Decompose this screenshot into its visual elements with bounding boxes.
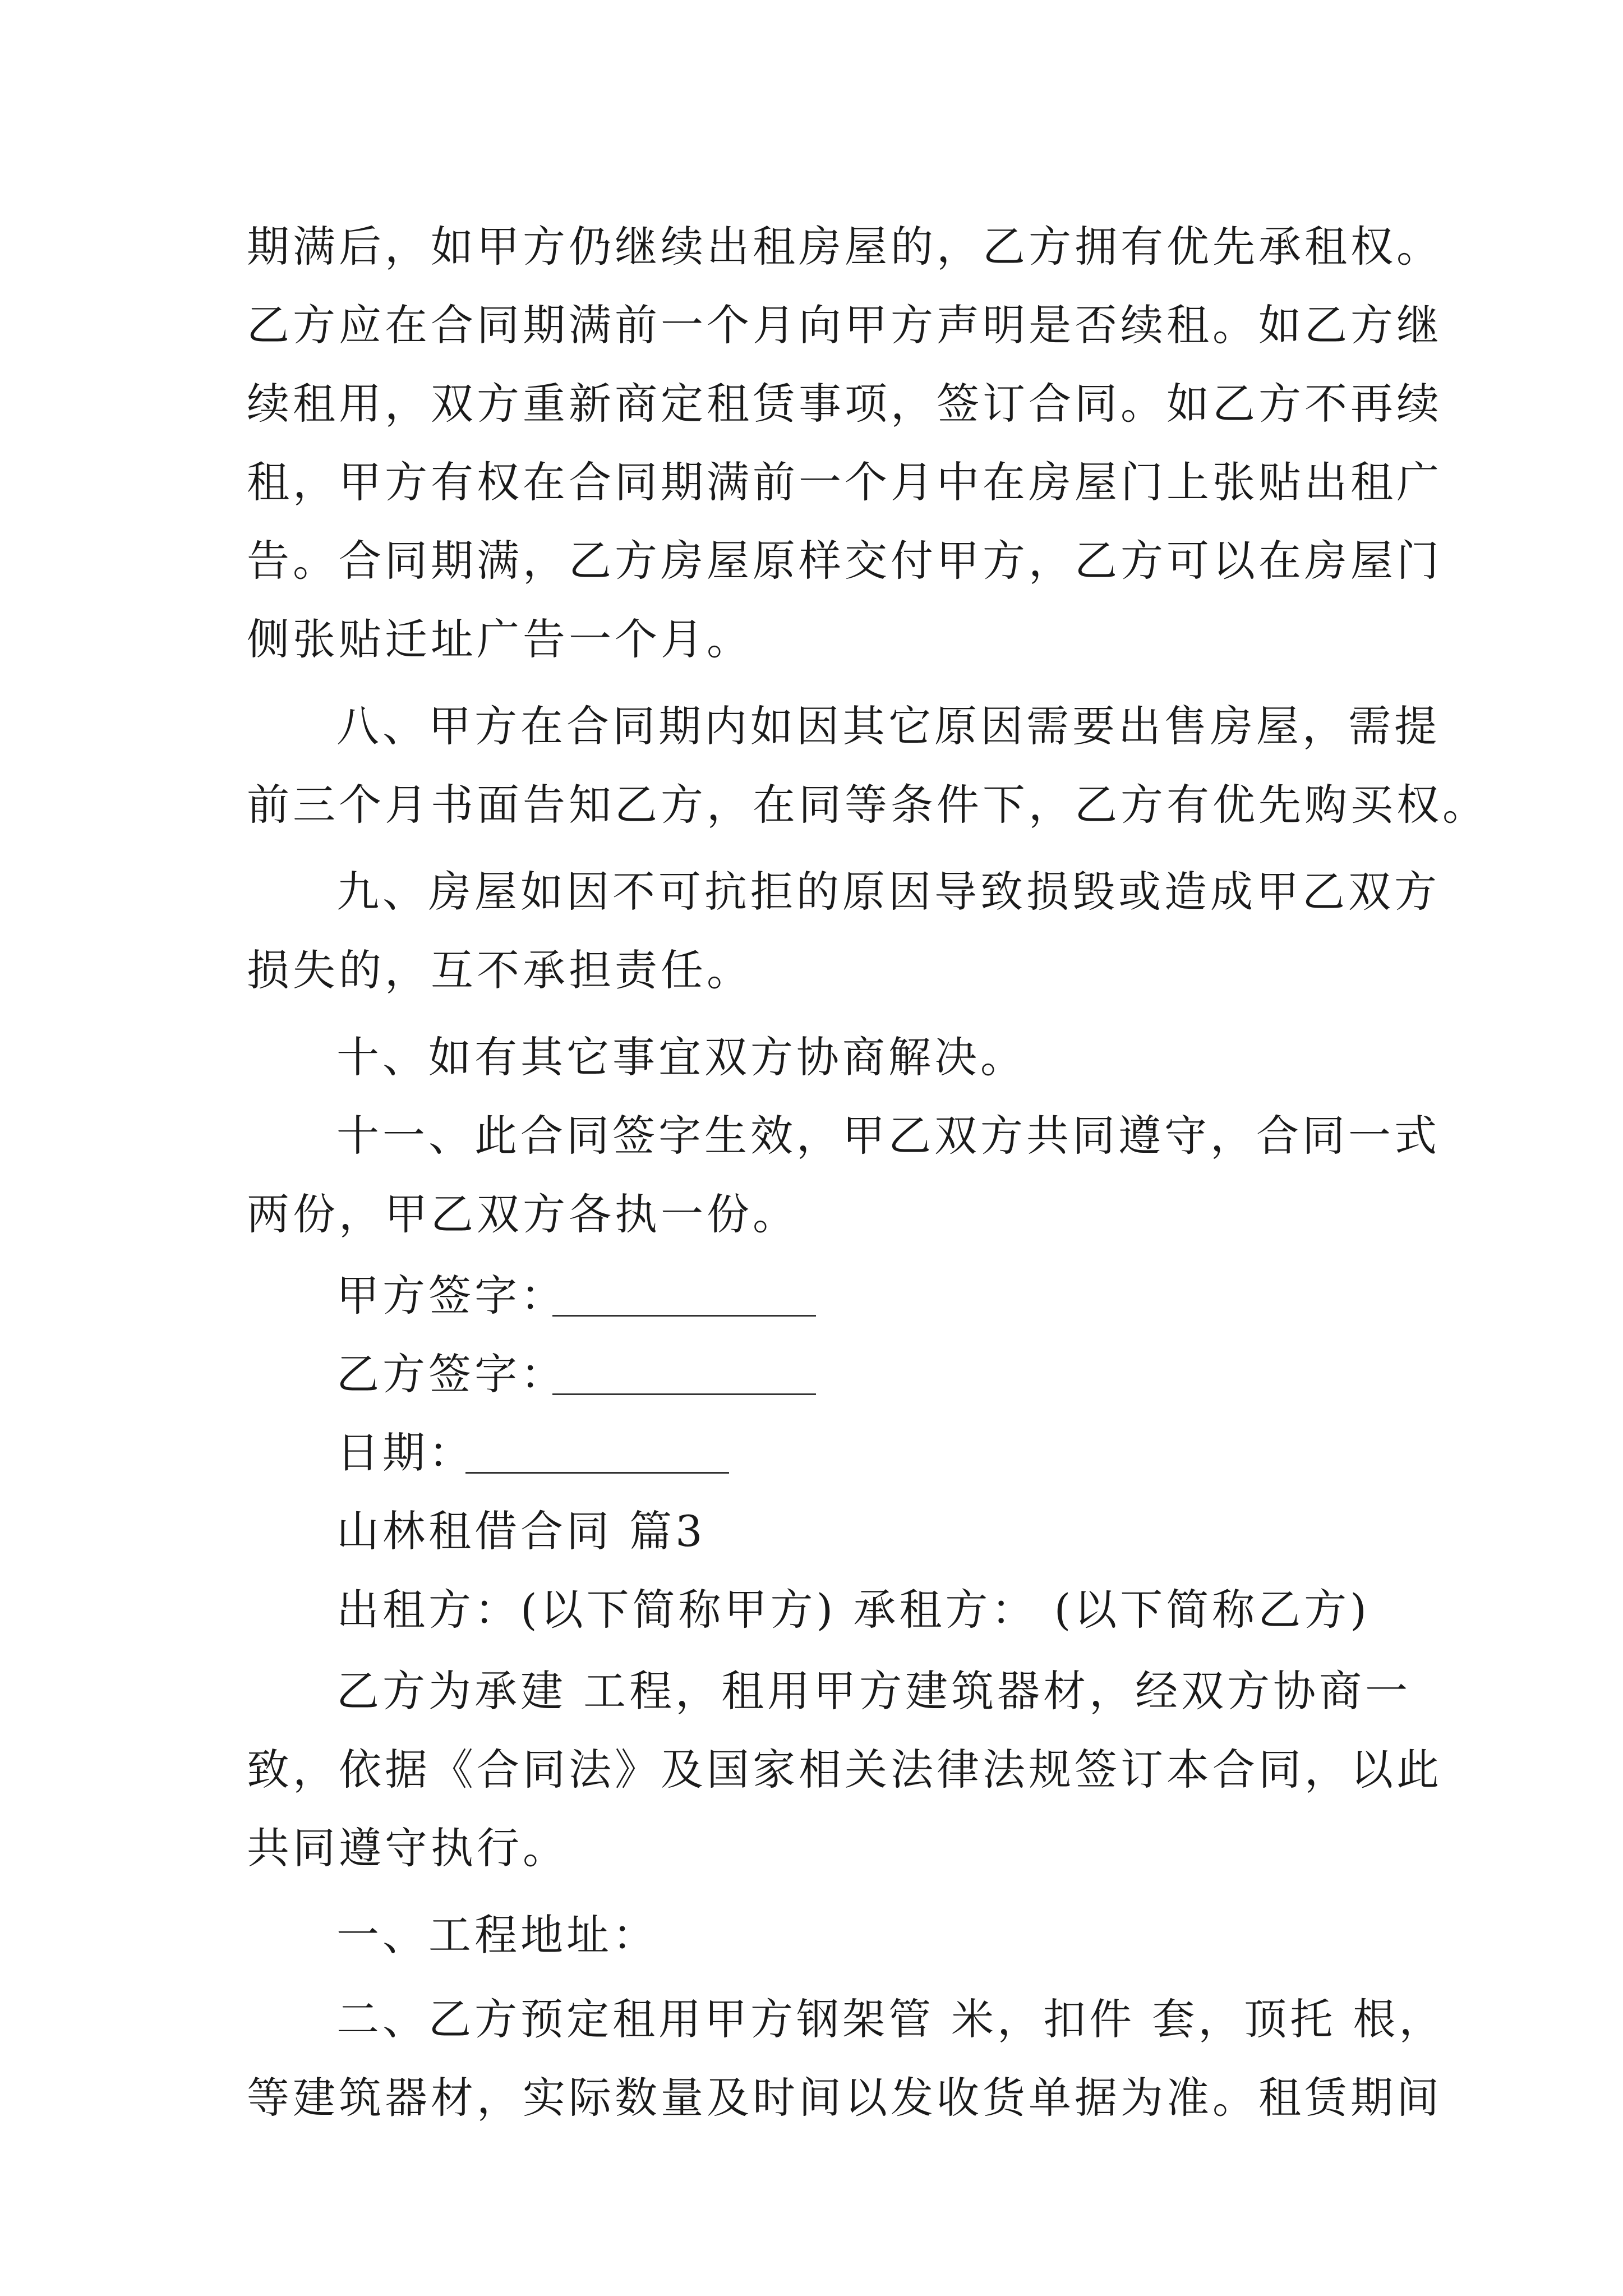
line-text: 乙方应在合同期满前一个月向甲方声明是否续租。如乙方继 [247, 300, 1442, 350]
signature-b-label: 乙方签字： [336, 1349, 566, 1399]
line-text: 一、工程地址： [336, 1910, 658, 1960]
paragraph-line [0, 1175, 1623, 1254]
paragraph-line [0, 1980, 1623, 2059]
paragraph-line [0, 1097, 1623, 1175]
line-text: 告。合同期满，乙方房屋原样交付甲方，乙方可以在房屋门 [247, 536, 1442, 586]
signature-a-row [0, 1257, 1623, 1335]
paragraph-line [0, 1018, 1623, 1097]
paragraph-line [0, 853, 1623, 931]
line-text: 共同遵守执行。 [247, 1823, 569, 1873]
line-text: 八、甲方在合同期内如因其它原因需要出售房屋，需提 [336, 701, 1440, 751]
line-text: 期满后，如甲方仍继续出租房屋的，乙方拥有优先承租权。 [247, 222, 1442, 272]
section-heading [0, 1492, 1623, 1571]
line-text: 等建筑器材，实际数量及时间以发收货单据为准。租赁期间 [247, 2073, 1442, 2123]
line-text: 出租方：(以下简称甲方) 承租方： (以下简称乙方) [336, 1585, 1370, 1635]
signature-b-row [0, 1335, 1623, 1414]
signature-a-blank[interactable] [552, 1257, 816, 1335]
signature-a-label: 甲方签字： [336, 1271, 566, 1320]
line-text: 十一、此合同签字生效，甲乙双方共同遵守，合同一式 [336, 1111, 1440, 1161]
date-row [0, 1414, 1623, 1492]
line-text: 致，依据《合同法》及国家相关法律法规签订本合同，以此 [247, 1745, 1442, 1795]
section-title: 山林租借合同 篇3 [336, 1506, 706, 1556]
paragraph-line [0, 286, 1623, 365]
paragraph-line [0, 1731, 1623, 1809]
date-blank[interactable] [465, 1414, 729, 1492]
date-label: 日期： [336, 1428, 474, 1478]
line-text: 租，甲方有权在合同期满前一个月中在房屋门上张贴出租广 [247, 457, 1442, 507]
line-text: 续租用，双方重新商定租赁事项，签订合同。如乙方不再续 [247, 379, 1442, 429]
paragraph-line [0, 1809, 1623, 1888]
line-text: 损失的，互不承担责任。 [247, 945, 753, 995]
paragraph-line [0, 2059, 1623, 2137]
line-text: 前三个月书面告知乙方，在同等条件下，乙方有优先购买权。 [247, 780, 1488, 830]
line-text: 侧张贴迁址广告一个月。 [247, 614, 753, 664]
paragraph-line [0, 365, 1623, 443]
paragraph-line [0, 208, 1623, 286]
paragraph-line [0, 600, 1623, 679]
line-text: 二、乙方预定租用甲方钢架管 米，扣件 套，顶托 根， [336, 1994, 1445, 2044]
paragraph-line [0, 931, 1623, 1010]
paragraph-line [0, 1571, 1623, 1649]
paragraph-line [0, 1652, 1623, 1731]
line-text: 乙方为承建 工程，租用甲方建筑器材，经双方协商一 [336, 1666, 1412, 1716]
paragraph-line [0, 766, 1623, 844]
line-text: 九、房屋如因不可抗拒的原因导致损毁或造成甲乙双方 [336, 867, 1440, 917]
signature-b-blank[interactable] [552, 1335, 816, 1414]
line-text: 十、如有其它事宜双方协商解决。 [336, 1032, 1026, 1082]
line-text: 两份，甲乙双方各执一份。 [247, 1189, 799, 1239]
paragraph-line [0, 687, 1623, 766]
paragraph-line [0, 443, 1623, 522]
paragraph-line [0, 522, 1623, 600]
paragraph-line [0, 1896, 1623, 1975]
